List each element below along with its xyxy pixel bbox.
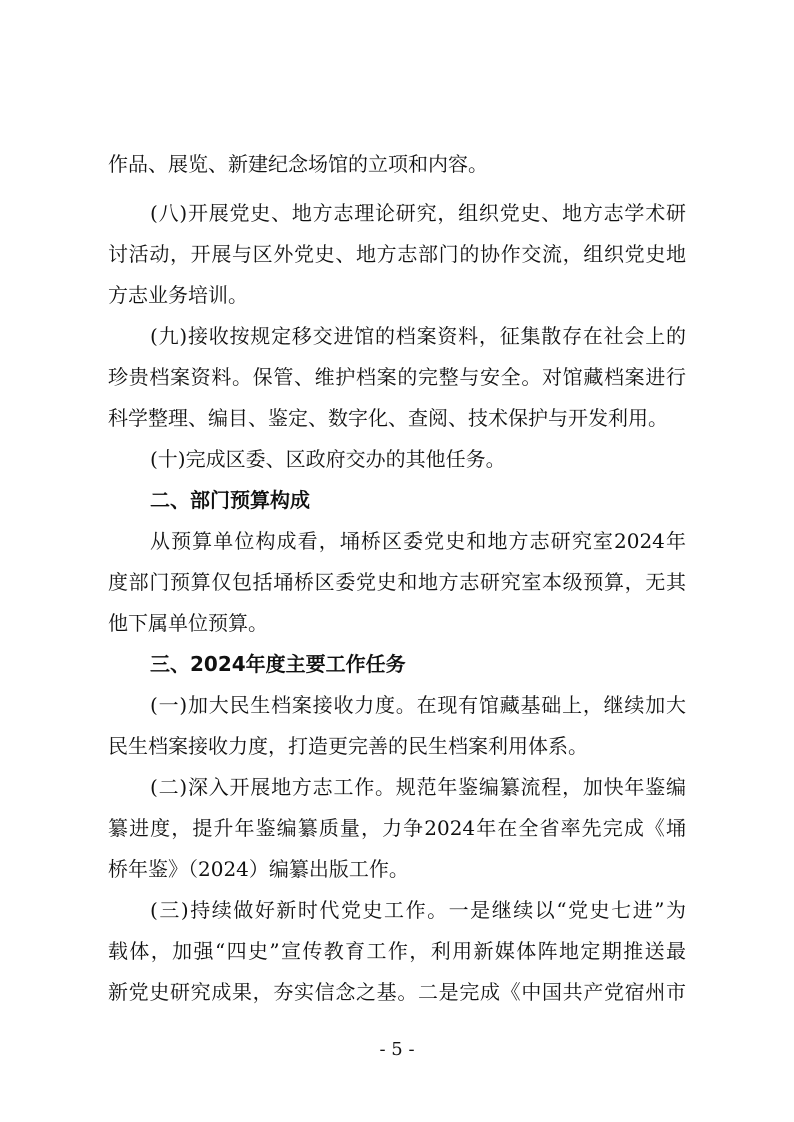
text-line: 度部门预算仅包括埇桥区委党史和地方志研究室本级预算，无其 <box>108 570 686 594</box>
text-line: (三)持续做好新时代党史工作。一是继续以“党史七进”为 <box>150 898 686 922</box>
text-line: (二)深入开展地方志工作。规范年鉴编纂流程，加快年鉴编 <box>150 775 686 799</box>
text-line: 科学整理、编目、鉴定、数字化、查阅、技术保护与开发利用。 <box>108 406 668 430</box>
text-line: 他下属单位预算。 <box>108 611 268 635</box>
text-line: 方志业务培训。 <box>108 283 248 307</box>
text-line: 纂进度，提升年鉴编纂质量，力争2024年在全省率先完成《埇 <box>108 816 686 840</box>
text-line: 作品、展览、新建纪念场馆的立项和内容。 <box>108 152 488 176</box>
text-line: (十)完成区委、区政府交办的其他任务。 <box>150 447 506 471</box>
text-line: (八)开展党史、地方志理论研究，组织党史、地方志学术研 <box>150 201 686 225</box>
section-heading: 二、部门预算构成 <box>150 488 310 512</box>
text-line: 桥年鉴》（2024）编纂出版工作。 <box>108 857 409 881</box>
text-line: 新党史研究成果，夯实信念之基。二是完成《中国共产党宿州市 <box>108 980 686 1004</box>
text-line: 民生档案接收力度，打造更完善的民生档案利用体系。 <box>108 734 588 758</box>
page-number: - 5 - <box>379 1039 415 1060</box>
text-line: (一)加大民生档案接收力度。在现有馆藏基础上，继续加大 <box>150 693 686 717</box>
text-line: (九)接收按规定移交进馆的档案资料，征集散存在社会上的 <box>150 324 686 348</box>
text-line: 从预算单位构成看，埇桥区委党史和地方志研究室2024年 <box>150 529 686 553</box>
text-line: 讨活动，开展与区外党史、地方志部门的协作交流，组织党史地 <box>108 242 686 266</box>
section-heading: 三、2024年度主要工作任务 <box>150 652 406 676</box>
text-line: 载体，加强“四史”宣传教育工作，利用新媒体阵地定期推送最 <box>108 939 686 963</box>
text-line: 珍贵档案资料。保管、维护档案的完整与安全。对馆藏档案进行 <box>108 365 686 389</box>
